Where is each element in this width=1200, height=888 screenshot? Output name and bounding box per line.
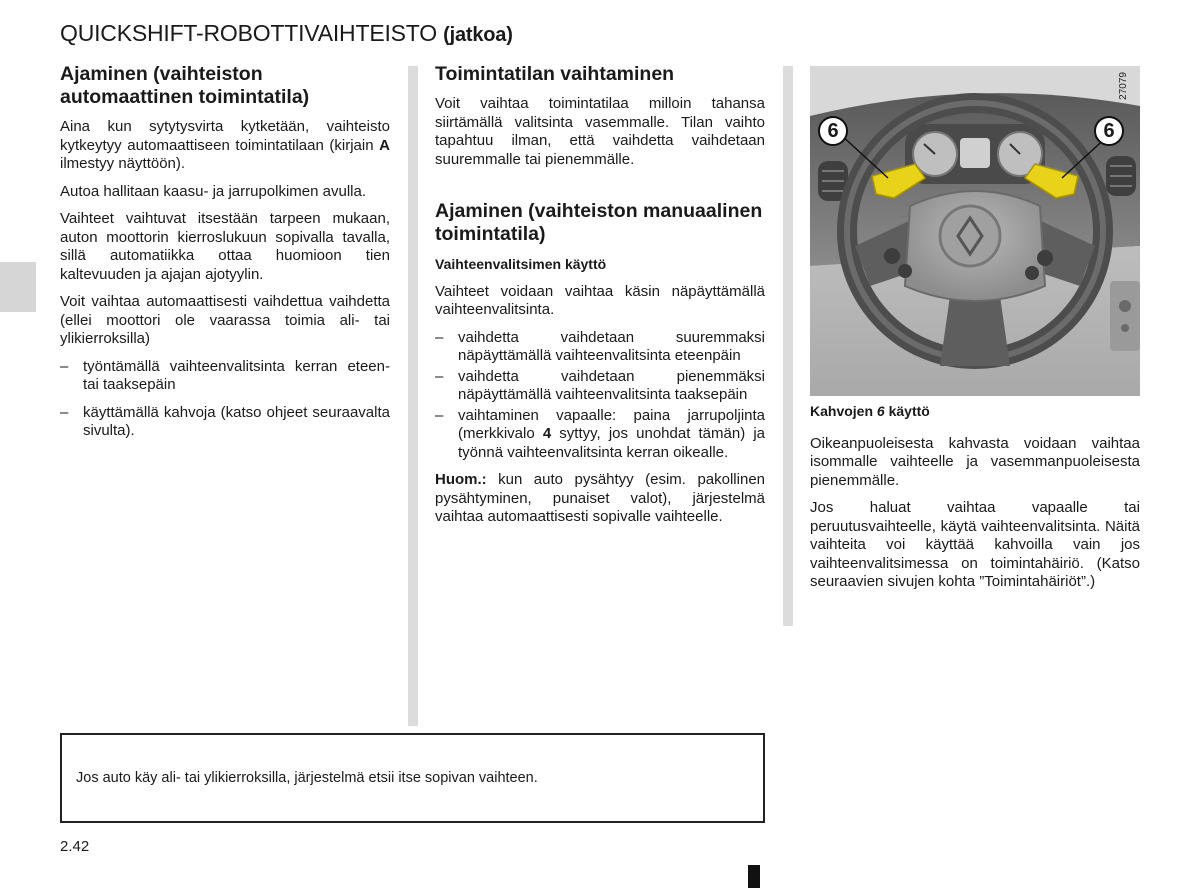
column-paddles	[810, 400, 1140, 601]
steering-wheel-illustration	[810, 66, 1140, 396]
page-title-main: QUICKSHIFT-ROBOTTIVAIHTEISTO	[60, 20, 437, 46]
paragraph-note: Huom.: kun auto pysähtyy (esim. pakollinen pysähtyminen, punaiset valot), järjestelmä vaihtaa automaattisesti sopivalle vaihteelle.	[435, 471, 765, 525]
paragraph-paddle-use: Oikeanpuoleisesta kahvasta voidaan vaihtaa isommalle vaihteelle ja vasemmanpuoleisesta pienemmälle.	[810, 434, 1140, 489]
paragraph-override: Voit vaihtaa automaattisesti vaihdettua vaihdetta (ellei moottori ole vaarassa toimia ali- tai ylikierroksilla)	[60, 293, 390, 347]
callout-left-paddle: 6	[818, 116, 848, 146]
column-manual-mode	[435, 63, 765, 536]
list-item: – työntämällä vaihteenvalitsinta kerran eteen- tai taaksepäin	[60, 358, 390, 395]
list-item: – vaihdetta vaihdetaan suuremmaksi näpäyttämällä vaihteenvalitsinta eteenpäin	[435, 329, 765, 366]
page-edge-mark	[748, 865, 760, 888]
manual-shift-list	[435, 329, 765, 463]
figure-caption: Kahvojen 6 käyttö	[810, 403, 930, 419]
paragraph-pedals: Autoa hallitaan kaasu- ja jarrupolkimen avulla.	[60, 182, 367, 200]
override-list	[60, 358, 390, 441]
list-item: – käyttämällä kahvoja (katso ohjeet seuraavalta sivulta).	[60, 404, 390, 441]
paragraph-auto-shift: Vaihteet vaihtuvat itsestään tarpeen mukaan, auton moottorin kierroslukuun sopivalla tavalla, sillä automatiikka ottaa huomioon tien kaltevuuden ja ajajan ajotyylin.	[60, 210, 390, 283]
page-number: 2.42	[60, 838, 90, 855]
figure-code: 27079	[1118, 72, 1129, 100]
list-item: – vaihtaminen vapaalle: paina jarrupoljinta (merkkivalo 4 syttyy, jos unohdat tämän) ja työnnä vaihteenvalitsinta kerran oikealle.	[435, 407, 765, 463]
section-heading-mode-change: Toimintatilan vaihtaminen	[435, 63, 675, 85]
column-automatic-mode	[60, 63, 390, 450]
page-title	[60, 20, 513, 47]
list-item: – vaihdetta vaihdetaan pienemmäksi näpäyttämällä vaihteenvalitsinta taaksepäin	[435, 368, 765, 405]
paragraph-neutral-reverse: Jos haluat vaihtaa vapaalle tai peruutusvaihteelle, käytä vaihteenvalitsinta. Näitä vaihteita voi käyttää kahvoilla vain jos vaihteenvalitsimessa on toimintahäiriö. (Katso seuraavien sivujen kohta ”Toimintahäiriöt”.)	[810, 499, 1140, 590]
section-heading-manual: Ajaminen (vaihteiston manuaalinen toimintatila)	[435, 200, 763, 245]
column-divider-right	[783, 66, 793, 626]
paragraph-mode-change: Voit vaihtaa toimintatilaa milloin tahansa siirtämällä valitsinta vasemmalle. Tilan vaihto tapahtuu ilman, että vaihdetta vaihdetaan suuremmalle tai pienemmälle.	[435, 95, 765, 168]
callout-right-paddle: 6	[1094, 116, 1124, 146]
note-box	[60, 733, 765, 823]
column-divider-left	[408, 66, 418, 726]
section-heading-automatic: Ajaminen (vaihteiston automaattinen toimintatila)	[60, 63, 310, 108]
page-title-suffix: (jatkoa)	[443, 24, 513, 46]
steering-wheel-drawing	[810, 66, 1140, 396]
paragraph-ignition: Aina kun sytytysvirta kytketään, vaihteisto kytkeytyy automaattiseen toimintatilaan (kirjain A ilmestyy näyttöön).	[60, 118, 390, 172]
section-tab-marker	[0, 262, 36, 312]
paragraph-manual-shift: Vaihteet voidaan vaihtaa käsin näpäyttämällä vaihteenvalitsinta.	[435, 282, 765, 318]
note-box-text: Jos auto käy ali- tai ylikierroksilla, järjestelmä etsii itse sopivan vaihteen.	[76, 770, 538, 786]
subheading-selector-use: Vaihteenvalitsimen käyttö	[435, 256, 607, 272]
